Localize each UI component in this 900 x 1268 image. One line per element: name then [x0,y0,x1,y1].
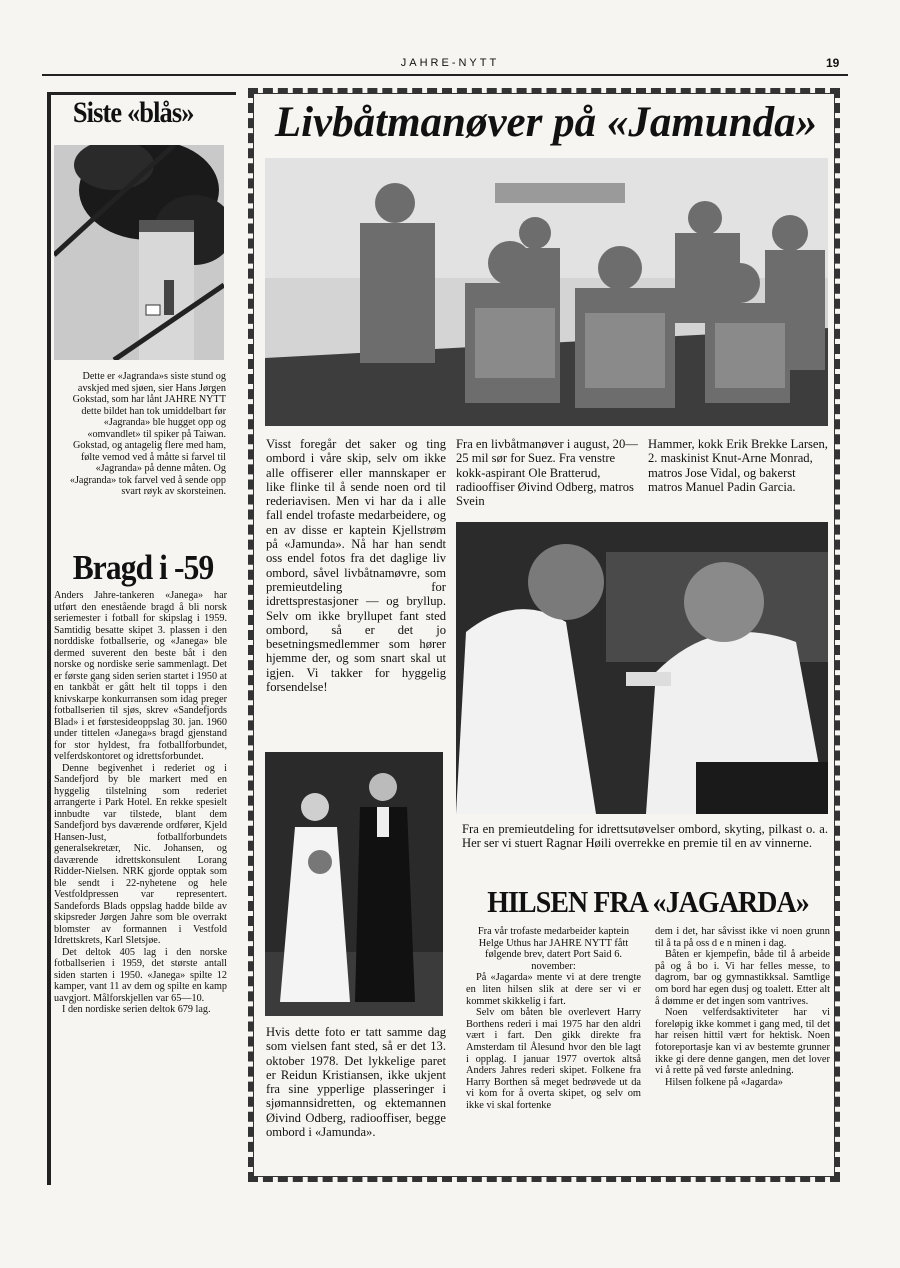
hilsen-paragraph: Selv om båten ble overlevert Harry Borthens rederi i mai 1975 har den aldri vært i fart. Den gikk direkte fra Amsterdam til Ålesund hvor den ble lagt i opplag. I januar 1977 overtok altså Anders Jahres rederi skipet. Folkene fra Harry Borthen så meget bedrøvede ut da vi kom for å overta skipet, og selv om ikke vi skal fortenke [466,1007,641,1111]
bragd-paragraph: I den nordiske serien deltok 679 lag. [62,1004,211,1015]
hilsen-paragraph: dem i det, har såvisst ikke vi noen grunn til å ta på oss d e n minen i dag. [655,926,830,949]
prize-giving-photo [456,522,828,814]
page-number: 19 [826,56,840,70]
boat-caption-part2: Hammer, kokk Erik Brekke Larsen, 2. maskinist Knut-Arne Monrad, matros Jose Vidal, og bakerst matros Manuel Padin Garcia. [648,437,828,494]
hilsen-paragraph: Båten er kjempefin, både til å arbeide på og å bo i. Vi har felles messe, to dagrom, bar og gymnastikksal. Samtlige om bord har egen dusj og toalett. Etter alt å dømme er det ingen som vantrives. [655,949,830,1007]
lifeboat-crew-photo [265,158,828,426]
boat-caption-part1: Fra en livbåtmanøver i august, 20—25 mil sør for Suez. Fra venstre kokk-aspirant Ole Bratterud, radiooffiser Øivind Odberg, matros Svein [456,437,638,509]
main-headline: Livbåtmanøver på «Jamunda» [274,99,818,146]
siste-caption: Dette er «Jagranda»s siste stund og avskjed med sjøen, sier Hans Jørgen Gokstad, som har lånt JAHRE NYTT dette bildet han tok umiddelbart før «Jagranda» ble hugget opp og «omvandlet» til spiker på Taiwan. Gokstad, og antagelig flere med ham, følte vemod ved å måtte si farvel til «Jagranda» på denne måten. Og «Jagranda» tok farvel ved å sende opp svart røyk av skorsteinen. [69,371,226,497]
hilsen-paragraph: Noen velferdsaktiviteter har vi foreløpig ikke kommet i gang med, til det har reisen hittil vært for hektisk. Noen fotoreportasje kan vi av bestemte grunner ikke gi dere denne gangen, men det lover vi å rette på ved første anledning. [655,1007,830,1077]
hilsen-paragraph: På «Jagarda» mente vi at dere trengte en liten hilsen slik at dere ser vi er kommet skikkelig i fart. [466,972,641,1007]
bragd-paragraph: Anders Jahre-tankeren «Janega» har utført den enestående bragd å bli norsk seriemester i fotball for skipslag i 1959. Samtidig besatte skipet 3. plassen i den norddiske fotballserie, og «Janega» ble dermed suverent den beste båt i den norske og nordiske serie sammenlagt. Det er første gang siden serien startet i 1950 at en tankbåt er gått helt til topps i den knivskarpe konkurransen som idag preger fotballserien til sjøs, skrev «Sandefjords Blad» i et førstesideoppslag 30. jan. 1960 under tittelen «Janega»s bragd gjenstand for stor hyldest, fra fotballforbundet, velferdskontoret og idrettsforbundet. [54,590,227,762]
hilsen-left-column [466,926,641,1112]
hilsen-signoff: Hilsen folkene på «Jagarda» [665,1076,784,1088]
main-body-text: Visst foregår det saker og ting ombord i våre skip, selv om ikke alle offiserer eller mannskaper er like flinke til å sende noen ord til rederiavisen. Men vi har da i alle fall endel trofaste medarbeidere, og en av disse er kaptein Kjellstrøm på «Jamunda». Nå har han sendt oss endel fotos fra det daglige liv ombord, såvel livbåtnamøvre, som premieutdeling for idrettsprestasjoner — og bryllup. Selv om ikke bryllupet fant sted ombord, så er det jo besetningsmedlemmer som hører hjemme der, og som snart skal ut igjen. Vi takker for hyggelig forsendelse! [266,437,446,695]
running-header-title: JAHRE-NYTT [400,57,500,69]
prize-caption: Fra en premieutdeling for idrettsutøvelser ombord, skyting, pilkast o. a. Her ser vi stuert Ragnar Høili overrekke en premie til en av vinnerne. [462,822,828,851]
bragd-paragraph: Det deltok 405 lag i den norske fotballserien i 1959, det største antall siden starten i 1950. «Janega» spilte 12 kamper, vant 11 av dem og spilte en kamp uavgjort. Målforskjellen var 65—10. [54,946,227,1004]
wedding-caption: Hvis dette foto er tatt samme dag som vielsen fant sted, så er det 13. oktober 1978. Det lykkelige paret er Reidun Kristiansen, ikke ukjent fra sine ypperlige plasseringer i sjømannsidretten, og ektemannen Øivind Odberg, radiooffiser, begge ombord i «Jamunda». [266,1025,446,1140]
bragd-headline: Bragd i -59 [72,548,214,587]
header-rule [42,74,848,76]
bragd-article [54,590,227,1016]
chimney-smoke-photo [54,145,224,360]
wedding-photo [265,752,443,1016]
hilsen-paragraph: Fra vår trofaste medarbeider kaptein Helge Uthus har JAHRE NYTT fått følgende brev, datert Port Said 6. november: [477,926,630,972]
hilsen-right-column [655,926,830,1088]
hilsen-headline: HILSEN FRA «JAGARDA» [487,884,809,919]
siste-headline: Siste «blås» [72,96,194,129]
bragd-paragraph: Denne begivenhet i rederiet og i Sandefjord by ble markert med en hyggelig tilstelning som rederiet arrangerte i Park Hotel. En rekke spesielt innbudte var tilstede, blant dem Sandefjord bys daværende ordfører, Kjeld Hansen-Just, fotballforbundets generalsekretær, Nic. Johansen, og daværende idrettskonsulent Lorang Ridder-Nielsen. NRK gjorde opptak som ble sendt i 22-nyhetene og hele Vestfoldpressen var representert. Sandefords Blads oppslag hadde bilde av skipsreder Jørgen Jahre som ble overrakt blomster av formannen i Vestfold Idrettskrets, Karl Sletsjøe. [54,762,227,946]
